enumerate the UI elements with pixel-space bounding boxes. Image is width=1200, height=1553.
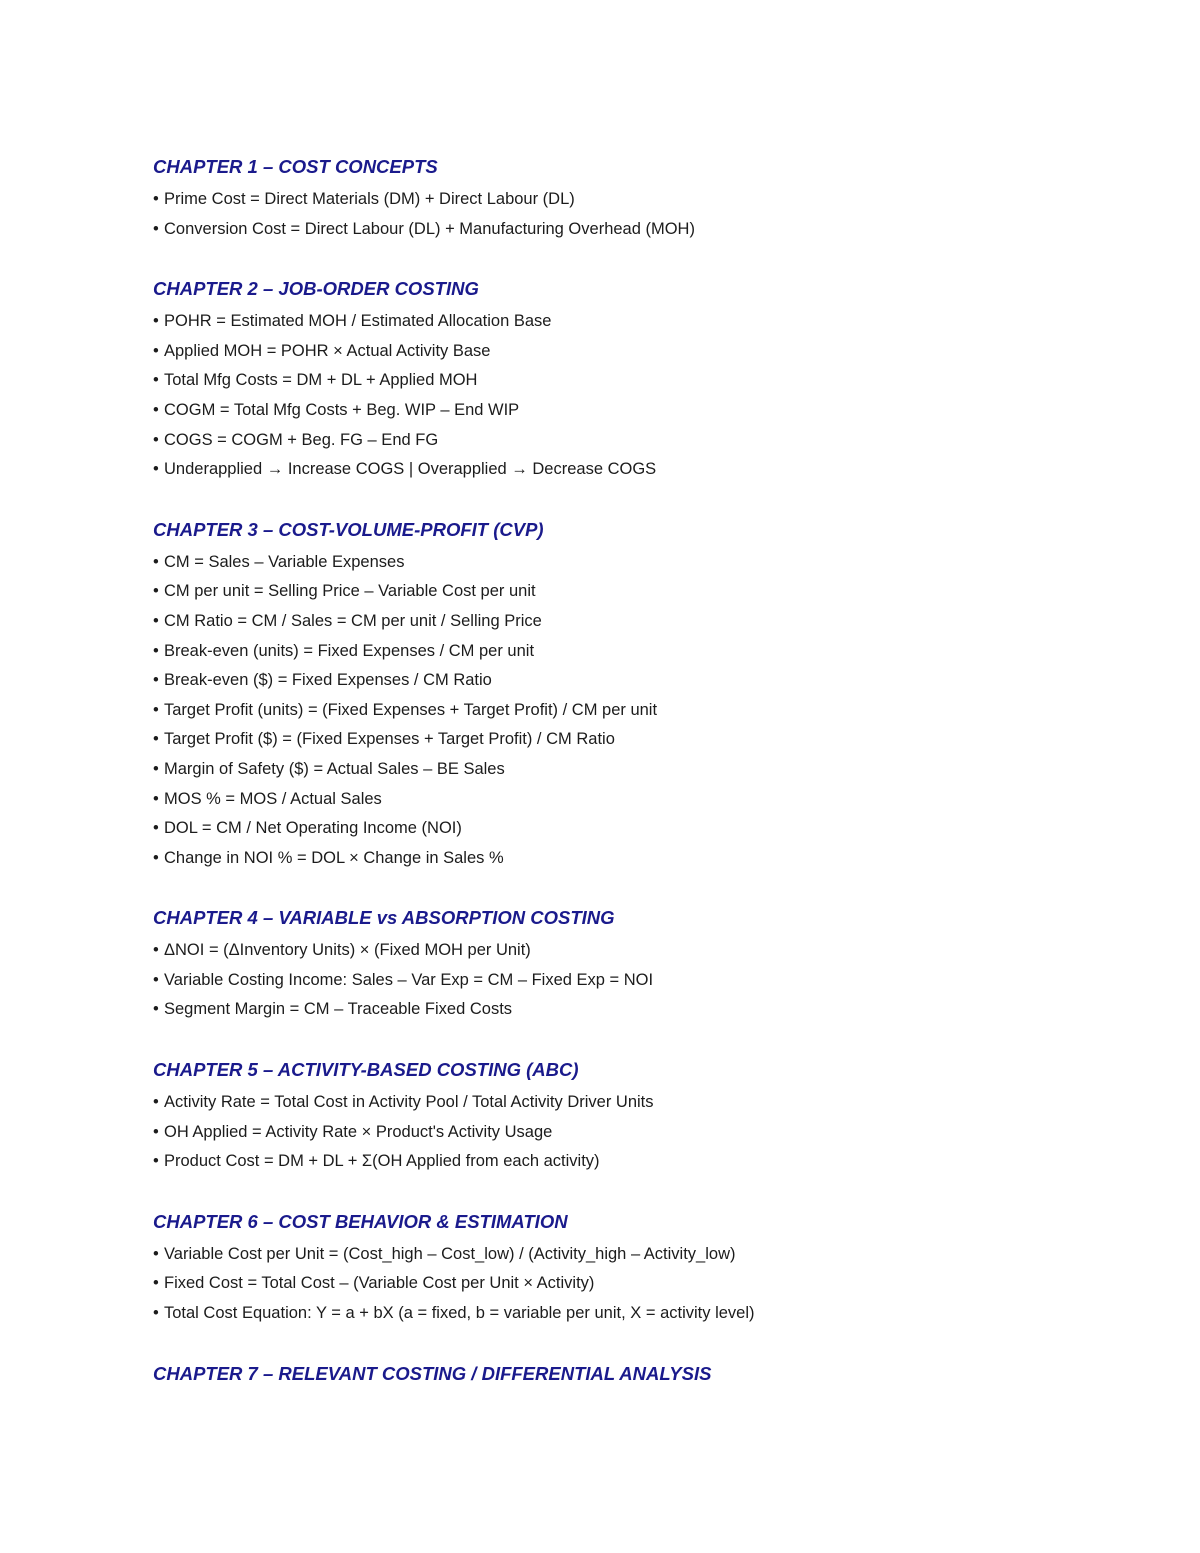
- formula-list: [153, 1088, 1153, 1177]
- bullet: •: [153, 552, 159, 571]
- formula-text: CM = Sales – Variable Expenses: [164, 552, 405, 571]
- bullet: •: [153, 759, 159, 778]
- bullet: •: [153, 730, 159, 749]
- chapter-5: [153, 1055, 1153, 1177]
- formula-item: [153, 548, 1153, 578]
- formula-list: [153, 548, 1153, 874]
- bullet: •: [153, 641, 159, 660]
- formula-text: Fixed Cost = Total Cost – (Variable Cost per Unit × Activity): [164, 1274, 595, 1293]
- chapter-title: CHAPTER 6 – COST BEHAVIOR & ESTIMATION: [153, 1210, 568, 1232]
- formula-item: [153, 785, 1153, 815]
- formula-text: Product Cost = DM + DL + Σ(OH Applied from each activity): [164, 1152, 600, 1171]
- bullet: •: [153, 700, 159, 719]
- formula-text: DOL = CM / Net Operating Income (NOI): [164, 819, 462, 838]
- formula-item: [153, 185, 1153, 215]
- formula-item: [153, 577, 1153, 607]
- section-spacer: [153, 873, 1153, 903]
- formula-item: [153, 755, 1153, 785]
- formula-item: [153, 426, 1153, 456]
- bullet: •: [153, 1152, 159, 1171]
- formula-text: Segment Margin = CM – Traceable Fixed Costs: [164, 1000, 513, 1019]
- bullet: •: [153, 970, 159, 989]
- formula-text: Activity Rate = Total Cost in Activity Pool / Total Activity Driver Units: [164, 1093, 654, 1112]
- bullet: •: [153, 1304, 159, 1323]
- bullet: •: [153, 582, 159, 601]
- formula-text: OH Applied = Activity Rate × Product's Activity Usage: [164, 1122, 553, 1141]
- formula-text: COGM = Total Mfg Costs + Beg. WIP – End WIP: [164, 400, 520, 419]
- chapter-title: CHAPTER 3 – COST-VOLUME-PROFIT (CVP): [153, 518, 544, 540]
- formula-item: [153, 637, 1153, 667]
- section-spacer: [153, 244, 1153, 274]
- bullet: •: [153, 941, 159, 960]
- bullet: •: [153, 1244, 159, 1263]
- formula-item: [153, 215, 1153, 245]
- formula-text: Conversion Cost = Direct Labour (DL) + Manufacturing Overhead (MOH): [164, 219, 695, 238]
- formula-item: [153, 1147, 1153, 1177]
- formula-text: Variable Cost per Unit = (Cost_high – Cost_low) / (Activity_high – Activity_low): [164, 1244, 736, 1263]
- bullet: •: [153, 430, 159, 449]
- chapter-2: [153, 274, 1153, 485]
- formula-list: [153, 307, 1153, 485]
- formula-item: [153, 366, 1153, 396]
- chapter-title: CHAPTER 5 – ACTIVITY-BASED COSTING (ABC): [153, 1059, 579, 1081]
- formula-item: [153, 814, 1153, 844]
- bullet: •: [153, 611, 159, 630]
- bullet: •: [153, 460, 159, 479]
- bullet: •: [153, 312, 159, 331]
- formula-item: [153, 1088, 1153, 1118]
- formula-text: Change in NOI % = DOL × Change in Sales %: [164, 848, 504, 867]
- bullet: •: [153, 1093, 159, 1112]
- formula-list: [153, 185, 1153, 244]
- bullet: •: [153, 400, 159, 419]
- formula-item: [153, 1118, 1153, 1148]
- formula-text: Applied MOH = POHR × Actual Activity Base: [164, 341, 491, 360]
- chapter-title: CHAPTER 7 – RELEVANT COSTING / DIFFERENTIAL ANALYSIS: [153, 1362, 712, 1384]
- chapter-3: [153, 515, 1153, 874]
- formula-text: Underapplied → Increase COGS | Overapplied → Decrease COGS: [164, 460, 657, 479]
- chapter-4: [153, 903, 1153, 1025]
- bullet: •: [153, 848, 159, 867]
- formula-item: [153, 455, 1153, 485]
- formula-item: [153, 844, 1153, 874]
- formula-item: [153, 666, 1153, 696]
- bullet: •: [153, 341, 159, 360]
- bullet: •: [153, 1000, 159, 1019]
- formula-text: COGS = COGM + Beg. FG – End FG: [164, 430, 439, 449]
- formula-text: Total Mfg Costs = DM + DL + Applied MOH: [164, 371, 478, 390]
- formula-item: [153, 396, 1153, 426]
- formula-text: Prime Cost = Direct Materials (DM) + Direct Labour (DL): [164, 190, 575, 208]
- formula-item: [153, 337, 1153, 367]
- bullet: •: [153, 1122, 159, 1141]
- chapter-6: [153, 1207, 1153, 1329]
- bullet: •: [153, 219, 159, 238]
- chapter-title: CHAPTER 4 – VARIABLE vs ABSORPTION COSTING: [153, 907, 615, 929]
- formula-item: [153, 1240, 1153, 1270]
- formula-item: [153, 966, 1153, 996]
- formula-text: Target Profit ($) = (Fixed Expenses + Target Profit) / CM Ratio: [164, 730, 615, 749]
- formula-item: [153, 307, 1153, 337]
- formula-list: [153, 936, 1153, 1025]
- formula-text: MOS % = MOS / Actual Sales: [164, 789, 382, 808]
- formula-item: [153, 1299, 1153, 1329]
- formula-text: CM per unit = Selling Price – Variable Cost per unit: [164, 582, 536, 601]
- formula-text: Target Profit (units) = (Fixed Expenses + Target Profit) / CM per unit: [164, 700, 658, 719]
- formula-item: [153, 607, 1153, 637]
- formula-text: CM Ratio = CM / Sales = CM per unit / Selling Price: [164, 611, 542, 630]
- bullet: •: [153, 819, 159, 838]
- section-spacer: [153, 1025, 1153, 1055]
- chapter-title: CHAPTER 1 – COST CONCEPTS: [153, 156, 438, 177]
- formula-text: Total Cost Equation: Y = a + bX (a = fixed, b = variable per unit, X = activity level): [164, 1304, 755, 1323]
- formula-text: POHR = Estimated MOH / Estimated Allocation Base: [164, 312, 552, 331]
- bullet: •: [153, 371, 159, 390]
- chapter-7: [153, 1359, 1153, 1389]
- formula-item: [153, 725, 1153, 755]
- formula-item: [153, 936, 1153, 966]
- formula-text: Margin of Safety ($) = Actual Sales – BE Sales: [164, 759, 505, 778]
- bullet: •: [153, 671, 159, 690]
- bullet: •: [153, 1274, 159, 1293]
- chapter-1: [153, 152, 1153, 244]
- section-spacer: [153, 485, 1153, 515]
- formula-text: ΔNOI = (ΔInventory Units) × (Fixed MOH per Unit): [164, 941, 531, 960]
- chapter-title: CHAPTER 2 – JOB-ORDER COSTING: [153, 278, 479, 300]
- section-spacer: [153, 1177, 1153, 1207]
- formula-item: [153, 1269, 1153, 1299]
- formula-text: Break-even (units) = Fixed Expenses / CM per unit: [164, 641, 535, 660]
- section-spacer: [153, 1329, 1153, 1359]
- document-page: [153, 152, 1153, 1389]
- formula-item: [153, 995, 1153, 1025]
- formula-list: [153, 1240, 1153, 1329]
- formula-item: [153, 696, 1153, 726]
- formula-text: Break-even ($) = Fixed Expenses / CM Ratio: [164, 671, 492, 690]
- formula-text: Variable Costing Income: Sales – Var Exp = CM – Fixed Exp = NOI: [164, 970, 654, 989]
- bullet: •: [153, 190, 159, 208]
- bullet: •: [153, 789, 159, 808]
